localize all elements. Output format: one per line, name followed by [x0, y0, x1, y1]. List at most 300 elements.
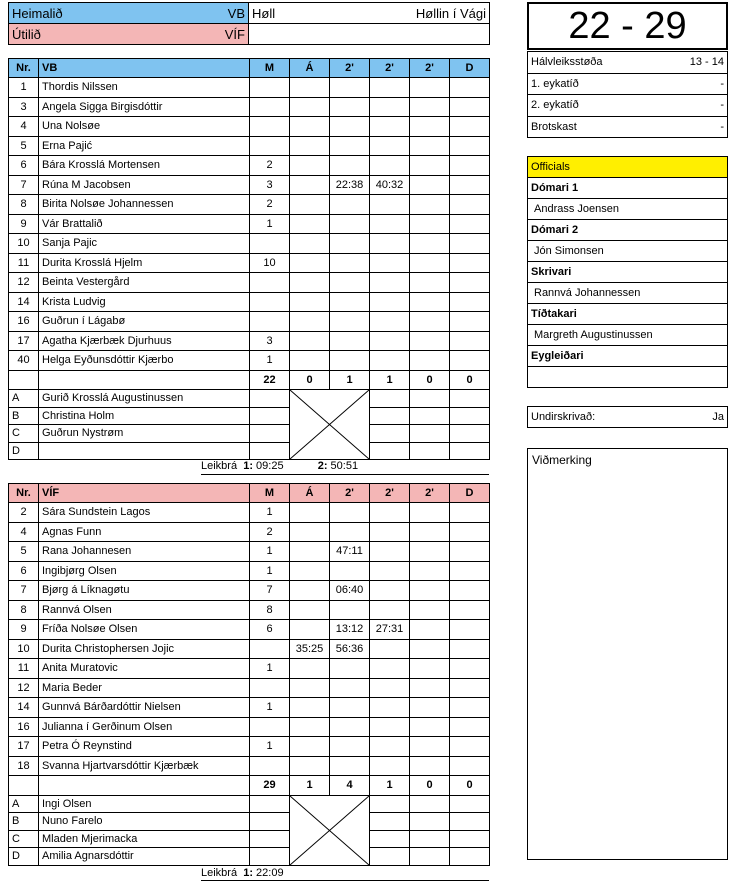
player-a — [290, 331, 330, 351]
crossed-out-area — [290, 390, 370, 460]
player-m: 8 — [250, 600, 290, 620]
official-person — [528, 367, 728, 388]
total-m: 22 — [250, 370, 290, 390]
player-t2 — [370, 331, 410, 351]
official-cell — [450, 407, 490, 425]
official-code: B — [9, 407, 39, 425]
player-name: Sára Sundstein Lagos — [39, 503, 250, 523]
col-d: D — [450, 484, 490, 503]
player-number: 40 — [9, 351, 39, 371]
player-d — [450, 331, 490, 351]
official-role: Eygleiðari — [528, 346, 728, 367]
player-name: Maria Beder — [39, 678, 250, 698]
official-cell — [450, 442, 490, 460]
totals-row — [9, 776, 490, 796]
player-d — [450, 717, 490, 737]
official-role: Tíðtakari — [528, 304, 728, 325]
player-row — [9, 620, 490, 640]
player-m: 1 — [250, 542, 290, 562]
player-d — [450, 253, 490, 273]
player-t2 — [370, 253, 410, 273]
cross-mark — [290, 390, 369, 459]
score-detail-label: Brotskast — [531, 120, 577, 133]
player-t1 — [330, 273, 370, 293]
player-number: 10 — [9, 234, 39, 254]
official-cell — [370, 407, 410, 425]
timeout-1-label: 1: — [243, 460, 253, 472]
player-m: 1 — [250, 503, 290, 523]
player-name: Durita Christophersen Jojic — [39, 639, 250, 659]
player-a — [290, 273, 330, 293]
score-detail-value: - — [720, 120, 724, 133]
official-cell — [410, 442, 450, 460]
player-d — [450, 503, 490, 523]
total-d: 0 — [450, 370, 490, 390]
officials-table — [527, 156, 728, 388]
player-row — [9, 639, 490, 659]
player-d — [450, 561, 490, 581]
player-d — [450, 292, 490, 312]
player-number: 7 — [9, 581, 39, 601]
official-person: Margreth Augustinussen — [528, 325, 728, 346]
player-a — [290, 136, 330, 156]
player-t1: 06:40 — [330, 581, 370, 601]
player-row — [9, 331, 490, 351]
score-detail-row — [528, 95, 728, 117]
home-label: Heimalið — [12, 5, 63, 21]
score-detail-row — [528, 116, 728, 138]
player-number: 8 — [9, 195, 39, 215]
player-name: Rana Johannesen — [39, 542, 250, 562]
player-number: 12 — [9, 678, 39, 698]
player-t3 — [410, 698, 450, 718]
player-row — [9, 522, 490, 542]
player-row — [9, 756, 490, 776]
away-label: Útilið — [12, 26, 41, 42]
score-details — [527, 51, 728, 138]
player-t3 — [410, 175, 450, 195]
remark-label: Viðmerking — [532, 453, 592, 467]
player-a — [290, 253, 330, 273]
player-name: Krista Ludvig — [39, 292, 250, 312]
player-t3 — [410, 331, 450, 351]
team-official-row — [9, 390, 490, 408]
score-detail-row — [528, 73, 728, 95]
player-a — [290, 737, 330, 757]
player-row — [9, 292, 490, 312]
player-t1 — [330, 78, 370, 98]
col-a: Á — [290, 59, 330, 78]
official-cell — [250, 848, 290, 866]
player-row — [9, 253, 490, 273]
score-detail-cell — [528, 73, 728, 95]
player-t3 — [410, 756, 450, 776]
player-t3 — [410, 214, 450, 234]
player-m: 1 — [250, 659, 290, 679]
player-d — [450, 698, 490, 718]
player-d — [450, 195, 490, 215]
signature-value: Ja — [712, 411, 724, 423]
player-number: 14 — [9, 292, 39, 312]
player-t1: 56:36 — [330, 639, 370, 659]
player-t1 — [330, 351, 370, 371]
player-t3 — [410, 234, 450, 254]
venue-cell — [249, 3, 490, 24]
player-m: 2 — [250, 522, 290, 542]
player-t3 — [410, 273, 450, 293]
player-name: Gunnvá Bárðardóttir Nielsen — [39, 698, 250, 718]
player-m: 6 — [250, 620, 290, 640]
away-team-table — [8, 483, 490, 866]
home-team-cell — [9, 3, 249, 24]
away-team-header-row — [9, 484, 490, 503]
team-official-row — [9, 425, 490, 443]
score-detail-cell — [528, 116, 728, 138]
player-m: 1 — [250, 698, 290, 718]
total-t2: 1 — [370, 776, 410, 796]
player-row — [9, 175, 490, 195]
player-number: 8 — [9, 600, 39, 620]
player-m: 2 — [250, 156, 290, 176]
player-a — [290, 756, 330, 776]
player-t3 — [410, 136, 450, 156]
player-t1 — [330, 717, 370, 737]
away-code: VÍF — [224, 26, 245, 42]
official-cell — [450, 425, 490, 443]
score-detail-cell — [528, 95, 728, 117]
official-cell — [410, 848, 450, 866]
player-name: Svanna Hjartvarsdóttir Kjærbæk — [39, 756, 250, 776]
timeout-2-time: 50:51 — [330, 460, 359, 472]
player-number: 9 — [9, 214, 39, 234]
official-name: Guðrun Nystrøm — [39, 425, 250, 443]
team-official-row — [9, 795, 490, 813]
official-cell — [450, 795, 490, 813]
player-t2: 27:31 — [370, 620, 410, 640]
player-t3 — [410, 312, 450, 332]
col-m: M — [250, 484, 290, 503]
player-m — [250, 136, 290, 156]
team-official-row — [9, 813, 490, 831]
official-cell — [450, 390, 490, 408]
player-m — [250, 292, 290, 312]
player-t2: 40:32 — [370, 175, 410, 195]
player-t1 — [330, 234, 370, 254]
official-cell — [250, 795, 290, 813]
player-number: 12 — [9, 273, 39, 293]
away-timeouts — [201, 867, 489, 879]
col-2min-2: 2' — [370, 484, 410, 503]
home-team-table — [8, 58, 490, 460]
official-cell — [410, 425, 450, 443]
player-d — [450, 273, 490, 293]
player-d — [450, 156, 490, 176]
player-m — [250, 312, 290, 332]
official-cell — [250, 390, 290, 408]
player-number: 9 — [9, 620, 39, 640]
official-cell — [450, 830, 490, 848]
player-name: Helga Eyðunsdóttir Kjærbo — [39, 351, 250, 371]
official-cell — [450, 813, 490, 831]
timeout-label: Leikbrá — [201, 867, 238, 879]
venue-label: Høll — [252, 5, 276, 21]
player-d — [450, 234, 490, 254]
player-t2 — [370, 195, 410, 215]
player-d — [450, 542, 490, 562]
player-m — [250, 78, 290, 98]
total-t3: 0 — [410, 776, 450, 796]
timeout-underline — [201, 474, 489, 475]
player-name: Rúna M Jacobsen — [39, 175, 250, 195]
player-number: 6 — [9, 156, 39, 176]
player-m: 1 — [250, 737, 290, 757]
player-m: 3 — [250, 175, 290, 195]
player-t2 — [370, 542, 410, 562]
player-m — [250, 273, 290, 293]
player-row — [9, 195, 490, 215]
player-a — [290, 175, 330, 195]
player-t1 — [330, 312, 370, 332]
player-m — [250, 717, 290, 737]
player-t1 — [330, 561, 370, 581]
player-a — [290, 117, 330, 137]
player-d — [450, 78, 490, 98]
player-t1 — [330, 756, 370, 776]
team-official-row — [9, 830, 490, 848]
player-number: 1 — [9, 78, 39, 98]
player-m — [250, 117, 290, 137]
player-a — [290, 698, 330, 718]
player-d — [450, 351, 490, 371]
total-m: 29 — [250, 776, 290, 796]
player-number: 14 — [9, 698, 39, 718]
player-t1: 47:11 — [330, 542, 370, 562]
player-t1 — [330, 331, 370, 351]
player-row — [9, 117, 490, 137]
remark-box — [527, 448, 728, 860]
official-cell — [370, 442, 410, 460]
col-2min-1: 2' — [330, 59, 370, 78]
score-detail-value: 13 - 14 — [689, 56, 724, 69]
official-cell — [370, 425, 410, 443]
player-t1 — [330, 522, 370, 542]
player-t2 — [370, 581, 410, 601]
player-t2 — [370, 659, 410, 679]
official-cell — [370, 848, 410, 866]
player-name: Bára Krosslá Mortensen — [39, 156, 250, 176]
official-cell — [410, 813, 450, 831]
player-d — [450, 136, 490, 156]
player-name: Una Nolsøe — [39, 117, 250, 137]
official-code: B — [9, 813, 39, 831]
cross-mark — [290, 796, 369, 865]
player-t1 — [330, 117, 370, 137]
player-d — [450, 117, 490, 137]
totals-blank — [9, 776, 39, 796]
player-t3 — [410, 156, 450, 176]
player-number: 11 — [9, 659, 39, 679]
player-t1 — [330, 195, 370, 215]
player-t2 — [370, 156, 410, 176]
player-d — [450, 620, 490, 640]
player-t2 — [370, 756, 410, 776]
score-detail-label: Hálvleiksstøða — [531, 56, 603, 69]
timeout-1-time: 22:09 — [256, 867, 284, 879]
player-name: Birita Nolsøe Johannessen — [39, 195, 250, 215]
player-t1 — [330, 503, 370, 523]
col-team: VB — [39, 59, 250, 78]
player-name: Angela Sigga Birgisdóttir — [39, 97, 250, 117]
player-t1 — [330, 136, 370, 156]
totals-blank — [39, 776, 250, 796]
total-a: 0 — [290, 370, 330, 390]
player-name: Sanja Pajic — [39, 234, 250, 254]
player-number: 2 — [9, 503, 39, 523]
col-nr: Nr. — [9, 59, 39, 78]
player-row — [9, 600, 490, 620]
player-t3 — [410, 561, 450, 581]
player-d — [450, 97, 490, 117]
col-a: Á — [290, 484, 330, 503]
official-cell — [370, 795, 410, 813]
official-cell — [410, 830, 450, 848]
player-d — [450, 214, 490, 234]
official-name: Ingi Olsen — [39, 795, 250, 813]
player-t1 — [330, 698, 370, 718]
timeout-underline — [201, 880, 489, 881]
total-t2: 1 — [370, 370, 410, 390]
team-official-row — [9, 442, 490, 460]
player-row — [9, 214, 490, 234]
player-t1 — [330, 659, 370, 679]
col-d: D — [450, 59, 490, 78]
player-t1 — [330, 214, 370, 234]
official-person: Andrass Joensen — [528, 199, 728, 220]
player-a — [290, 581, 330, 601]
score-detail-cell — [528, 52, 728, 74]
official-cell — [370, 830, 410, 848]
venue-name: Høllin í Vági — [415, 5, 486, 21]
final-score: 22 - 29 — [527, 2, 728, 50]
player-t2 — [370, 503, 410, 523]
player-t3 — [410, 253, 450, 273]
timeout-2-label: 2: — [317, 460, 328, 472]
player-number: 6 — [9, 561, 39, 581]
player-t1 — [330, 97, 370, 117]
col-nr: Nr. — [9, 484, 39, 503]
crossed-out-area — [290, 795, 370, 865]
player-name: Vár Brattalið — [39, 214, 250, 234]
player-a — [290, 351, 330, 371]
official-role: Dómari 1 — [528, 178, 728, 199]
player-name: Julianna í Gerðinum Olsen — [39, 717, 250, 737]
col-2min-2: 2' — [370, 59, 410, 78]
official-name — [39, 442, 250, 460]
total-t1: 4 — [330, 776, 370, 796]
player-t3 — [410, 581, 450, 601]
player-row — [9, 156, 490, 176]
official-cell — [370, 390, 410, 408]
official-person: Rannvá Johannessen — [528, 283, 728, 304]
player-row — [9, 717, 490, 737]
player-row — [9, 698, 490, 718]
official-cell — [250, 813, 290, 831]
player-a — [290, 234, 330, 254]
official-cell — [370, 813, 410, 831]
total-a: 1 — [290, 776, 330, 796]
player-t1 — [330, 156, 370, 176]
official-cell — [450, 848, 490, 866]
player-a: 35:25 — [290, 639, 330, 659]
player-m — [250, 678, 290, 698]
player-d — [450, 659, 490, 679]
player-t2 — [370, 136, 410, 156]
player-d — [450, 600, 490, 620]
player-a — [290, 717, 330, 737]
col-2min-3: 2' — [410, 484, 450, 503]
official-code: D — [9, 442, 39, 460]
empty-header-cell — [249, 24, 490, 45]
official-cell — [250, 830, 290, 848]
score-detail-value: - — [720, 77, 724, 90]
player-row — [9, 97, 490, 117]
player-d — [450, 639, 490, 659]
score-detail-label: 2. eykatíð — [531, 99, 579, 112]
player-number: 4 — [9, 522, 39, 542]
player-t2 — [370, 717, 410, 737]
player-number: 16 — [9, 312, 39, 332]
player-t1 — [330, 253, 370, 273]
player-t3 — [410, 522, 450, 542]
player-d — [450, 175, 490, 195]
player-a — [290, 659, 330, 679]
player-row — [9, 737, 490, 757]
player-t3 — [410, 600, 450, 620]
score-detail-row — [528, 52, 728, 74]
player-name: Guðrun í Lágabø — [39, 312, 250, 332]
player-a — [290, 561, 330, 581]
home-code: VB — [227, 5, 245, 21]
player-name: Rannvá Olsen — [39, 600, 250, 620]
totals-blank — [9, 370, 39, 390]
player-t2 — [370, 117, 410, 137]
team-official-row — [9, 407, 490, 425]
player-t2 — [370, 639, 410, 659]
player-name: Agnas Funn — [39, 522, 250, 542]
player-row — [9, 136, 490, 156]
player-t2 — [370, 273, 410, 293]
player-t1: 22:38 — [330, 175, 370, 195]
player-row — [9, 659, 490, 679]
total-d: 0 — [450, 776, 490, 796]
player-m: 1 — [250, 214, 290, 234]
player-number: 4 — [9, 117, 39, 137]
official-name: Gurið Krosslá Augustinussen — [39, 390, 250, 408]
player-a — [290, 600, 330, 620]
player-t2 — [370, 234, 410, 254]
col-2min-1: 2' — [330, 484, 370, 503]
col-2min-3: 2' — [410, 59, 450, 78]
player-name: Beinta Vestergård — [39, 273, 250, 293]
player-m: 3 — [250, 331, 290, 351]
player-row — [9, 273, 490, 293]
timeout-1-time: 09:25 — [256, 460, 284, 472]
player-a — [290, 195, 330, 215]
player-t3 — [410, 195, 450, 215]
official-name: Mladen Mjerimacka — [39, 830, 250, 848]
player-number: 18 — [9, 756, 39, 776]
home-timeouts — [201, 460, 489, 472]
